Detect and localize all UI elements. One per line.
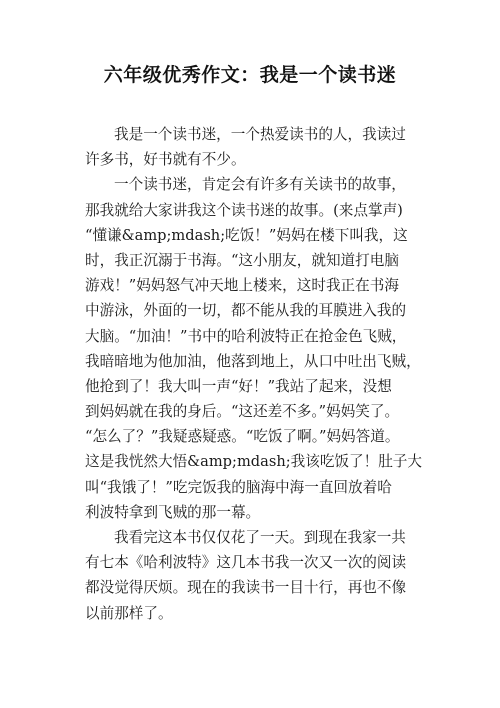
paragraph-2-line-3: “懂谦&amp;mdash;吃饭！”妈妈在楼下叫我，这 bbox=[85, 226, 408, 244]
paragraph-2-line-5: 游戏！”妈妈怒气冲天地上楼来，这时我正在书海 bbox=[85, 277, 399, 295]
paragraph-2-line-12: 这是我恍然大悟&amp;mdash;我该吃饭了！肚子大 bbox=[85, 453, 422, 471]
paragraph-2-line-6: 中游泳，外面的一切，都不能从我的耳膜进入我的 bbox=[85, 302, 407, 320]
document-title: 六年级优秀作文：我是一个读书迷 bbox=[103, 64, 397, 86]
paragraph-3-line-1: 我看完这本书仅仅花了一天。到现在我家一共 bbox=[114, 529, 406, 546]
paragraph-2-line-14: 利波特拿到飞贼的那一幕。 bbox=[85, 503, 261, 521]
paragraph-3-line-3: 都没觉得厌烦。现在的我读书一目十行，再也不像 bbox=[85, 579, 407, 597]
paragraph-2-line-4: 时，我正沉溺于书海。“这小朋友，就知道打电脑 bbox=[85, 251, 399, 269]
paragraph-2-line-7: 大脑。“加油！”书中的哈利波特正在抢金色飞贼， bbox=[85, 327, 407, 345]
paragraph-2-line-2: 那我就给大家讲我这个读书迷的故事。(来点掌声) bbox=[85, 201, 403, 219]
paragraph-2-line-10: 到妈妈就在我的身后。“这还差不多。”妈妈笑了。 bbox=[85, 403, 400, 421]
paragraph-1-line-2: 许多书，好书就有不少。 bbox=[85, 151, 246, 169]
paragraph-2-line-13: 叫“我饿了！”吃完饭我的脑海中海一直回放着哈 bbox=[85, 478, 392, 496]
paragraph-2-line-11: “怎么了？”我疑惑疑惑。“吃饭了啊。”妈妈答道。 bbox=[85, 428, 400, 446]
paragraph-2-line-8: 我暗暗地为他加油，他落到地上，从口中吐出飞贼， bbox=[85, 352, 421, 370]
paragraph-2-line-9: 他抢到了！我大叫一声“好！”我站了起来，没想 bbox=[85, 377, 392, 395]
paragraph-2-line-1: 一个读书迷，肯定会有许多有关读书的故事， bbox=[114, 176, 406, 194]
article-body bbox=[85, 122, 453, 626]
paragraph-3-line-4: 以前那样了。 bbox=[85, 604, 173, 622]
paragraph-1-line-1: 我是一个读书迷，一个热爱读书的人，我读过 bbox=[114, 126, 406, 143]
paragraph-3-line-2: 有七本《哈利波特》这几本书我一次又一次的阅读 bbox=[85, 554, 407, 572]
